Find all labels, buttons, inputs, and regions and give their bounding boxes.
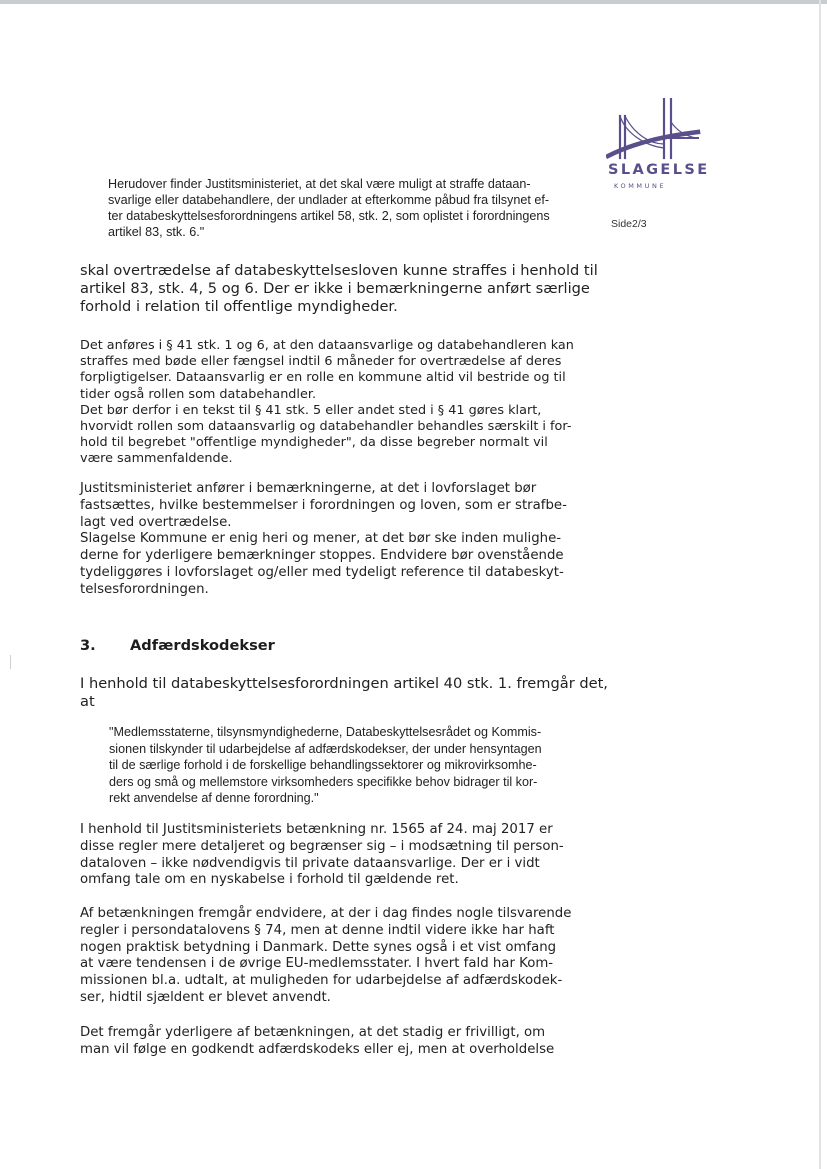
text-line: Slagelse Kommune er enig heri og mener, at det bør ske inden mulighe- bbox=[80, 531, 562, 547]
section-number: 3. bbox=[80, 637, 96, 654]
text-line: være sammenfaldende. bbox=[80, 451, 233, 467]
text-line: Det bør derfor i en tekst til § 41 stk. 5 eller andet sted i § 41 gøres klart, bbox=[80, 402, 542, 418]
quote-line: artikel 83, stk. 6." bbox=[108, 225, 205, 239]
quote-block-2 bbox=[109, 724, 595, 807]
quote-line: ders og små og mellemstore virksomheders specifikke behov bidrager til kor- bbox=[109, 774, 538, 789]
text-line: telsesforordningen. bbox=[80, 581, 209, 597]
quote-block-1 bbox=[108, 176, 594, 240]
text-line: skal overtrædelse af databeskyttelsesloven kunne straffes i henhold til bbox=[80, 262, 598, 279]
scan-right-edge bbox=[819, 0, 821, 1169]
page-number: Side2/3 bbox=[611, 218, 647, 230]
text-line: at bbox=[80, 693, 95, 710]
quote-line: rekt anvendelse af denne forordning." bbox=[109, 791, 319, 806]
text-line: tydeliggøres i lovforslaget og/eller med tydeligt reference til databeskyt- bbox=[80, 564, 564, 580]
paragraph-1 bbox=[80, 262, 598, 316]
logo-wordmark: SLAGELSE bbox=[608, 162, 710, 178]
section-title: Adfærdskodekser bbox=[130, 637, 275, 654]
text-line: ser, hidtil sjældent er blevet anvendt. bbox=[80, 989, 331, 1005]
text-line: omfang tale om en nyskabelse i forhold til gældende ret. bbox=[80, 872, 459, 888]
quote-line: sionen tilskynder til udarbejdelse af adfærdskodekser, der under hensyntagen bbox=[109, 741, 542, 756]
paragraph-2 bbox=[80, 338, 574, 468]
text-line: regler i persondatalovens § 74, men at denne indtil videre ikke har haft bbox=[80, 922, 555, 938]
text-line: nogen praktisk betydning i Danmark. Dette synes også i et vist omfang bbox=[80, 939, 557, 955]
text-line: I henhold til Justitsministeriets betænkning nr. 1565 af 24. maj 2017 er bbox=[80, 822, 553, 837]
text-line: I henhold til databeskyttelsesforordningen artikel 40 stk. 1. fremgår det, bbox=[80, 675, 608, 692]
text-line: derne for yderligere bemærkninger stoppes. Endvidere bør ovenstående bbox=[80, 548, 564, 564]
text-line: tider også rollen som databehandler. bbox=[80, 386, 317, 402]
text-line: artikel 83, stk. 4, 5 og 6. Der er ikke i bemærkningerne anført særlige bbox=[80, 280, 590, 297]
text-line: at være tendensen i de øvrige EU-medlemsstater. I hvert fald har Kom- bbox=[80, 956, 554, 972]
paragraph-6 bbox=[80, 906, 571, 1007]
text-line: straffes med bøde eller fængsel indtil 6 måneder for overtrædelse af deres bbox=[80, 354, 562, 370]
paragraph-3 bbox=[80, 481, 567, 599]
text-line: Det anføres i § 41 stk. 1 og 6, at den dataansvarlige og databehandleren kan bbox=[80, 338, 574, 353]
text-line: fastsættes, hvilke bestemmelser i forordningen og loven, som er strafbe- bbox=[80, 497, 567, 513]
quote-line: til de særlige forhold i de forskellige behandlingssektorer og mikrovirksomhe- bbox=[109, 758, 537, 773]
logo-subtitle: KOMMUNE bbox=[614, 182, 667, 190]
scan-speck bbox=[10, 655, 11, 669]
text-line: hvorvidt rollen som dataansvarlig og databehandler behandles særskilt i for- bbox=[80, 419, 572, 435]
text-line: hold til begrebet "offentlige myndigheder", da disse begreber normalt vil bbox=[80, 435, 548, 451]
text-line: forhold i relation til offentlige myndigheder. bbox=[80, 298, 398, 315]
text-line: Det fremgår yderligere af betænkningen, at det stadig er frivilligt, om bbox=[80, 1025, 546, 1040]
slagelse-logo bbox=[606, 98, 710, 196]
text-line: Justitsministeriet anfører i bemærkningerne, at det i lovforslaget bør bbox=[80, 481, 537, 496]
quote-line: "Medlemsstaterne, tilsynsmyndighederne, Databeskyttelsesrådet og Kommis- bbox=[109, 725, 542, 739]
text-line: man vil følge en godkendt adfærdskodeks eller ej, men at overholdelse bbox=[80, 1041, 555, 1057]
section-heading bbox=[80, 637, 275, 654]
bridge-icon bbox=[606, 98, 702, 164]
quote-line: Herudover finder Justitsministeriet, at det skal være muligt at straffe dataan- bbox=[108, 177, 531, 191]
text-line: disse regler mere detaljeret og begrænser sig – i modsætning til person- bbox=[80, 838, 564, 854]
text-line: lagt ved overtrædelse. bbox=[80, 514, 232, 530]
paragraph-5 bbox=[80, 822, 564, 889]
quote-line: svarlige eller databehandlere, der undlader at efterkomme påbud fra tilsynet ef- bbox=[108, 193, 550, 207]
scan-top-border bbox=[0, 0, 827, 4]
text-line: dataloven – ikke nødvendigvis til private dataansvarlige. Der er i vidt bbox=[80, 855, 540, 871]
quote-line: ter databeskyttelsesforordningens artikel 58, stk. 2, som oplistet i forordningens bbox=[108, 209, 550, 223]
text-line: missionen bl.a. udtalt, at muligheden for udarbejdelse af adfærdskodek- bbox=[80, 973, 563, 989]
paragraph-7 bbox=[80, 1025, 554, 1059]
text-line: forpligtigelser. Dataansvarlig er en rolle en kommune altid vil bestride og til bbox=[80, 370, 566, 386]
text-line: Af betænkningen fremgår endvidere, at der i dag findes nogle tilsvarende bbox=[80, 906, 572, 921]
paragraph-4 bbox=[80, 675, 608, 711]
